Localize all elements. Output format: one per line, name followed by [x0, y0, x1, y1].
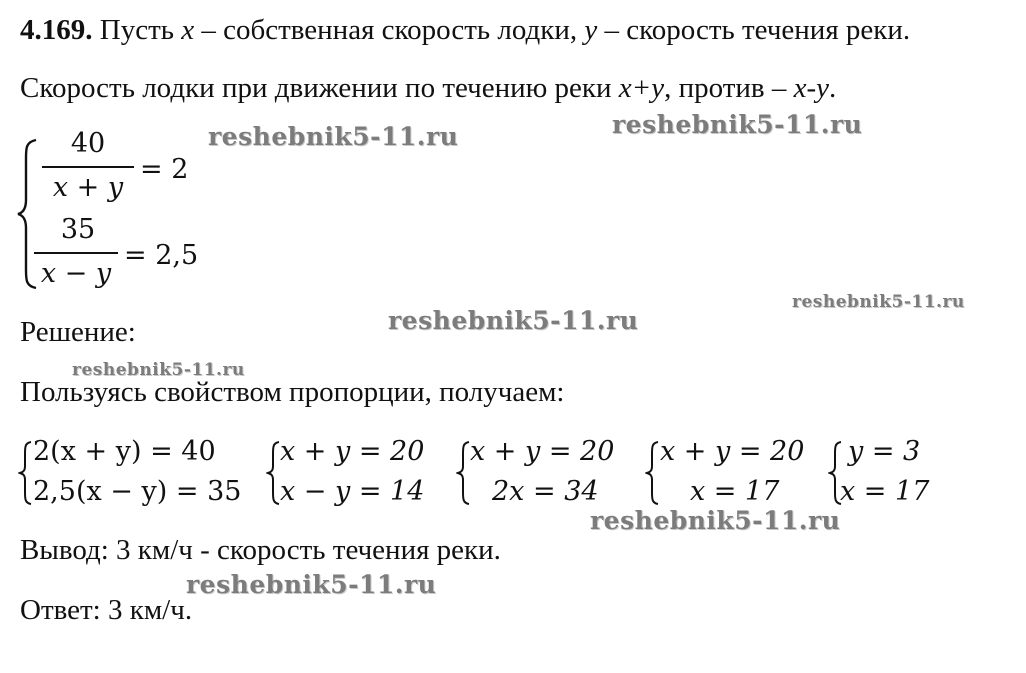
watermark: reshebnik5-11.ru — [208, 122, 459, 151]
conclusion: Вывод: 3 км/ч - скорость течения реки. — [20, 534, 501, 566]
intro-start: Пусть — [99, 14, 182, 46]
variable-y: y — [584, 14, 598, 46]
system-b-top: x + y = 20 — [280, 436, 425, 467]
problem-number: 4.169. — [20, 14, 93, 46]
proportion-line: Пользуясь свойством пропорции, получаем: — [20, 376, 565, 408]
fraction-2-numerator: 35 — [60, 214, 96, 245]
intro-mid: – собственная скорость лодки, — [194, 14, 585, 46]
fraction-1-bar — [42, 166, 134, 168]
watermark: reshebnik5-11.ru — [590, 506, 841, 535]
speed-text-mid: , против – — [664, 72, 794, 104]
system-e-top: y = 3 — [848, 436, 921, 467]
upstream-speed: x-y — [793, 72, 830, 104]
fraction-2-bar — [34, 252, 118, 254]
speed-text-start: Скорость лодки при движении по течению реки — [20, 72, 619, 104]
downstream-speed: x+y — [618, 72, 665, 104]
system-d-top: x + y = 20 — [660, 436, 805, 467]
fraction-2-denominator: x − y — [40, 258, 112, 289]
watermark: reshebnik5-11.ru — [612, 110, 863, 139]
system-d-brace — [645, 440, 661, 506]
system-e-bottom: x = 17 — [840, 476, 930, 507]
system-d-bottom: x = 17 — [690, 476, 780, 507]
fraction-1-denominator: x + y — [52, 172, 124, 203]
speed-text-end: . — [829, 72, 837, 104]
system-c-top: x + y = 20 — [470, 436, 615, 467]
solution-label: Решение: — [20, 316, 136, 348]
speed-statement — [20, 72, 836, 105]
system-b-bottom: x − y = 14 — [280, 476, 425, 507]
watermark: reshebnik5-11.ru — [186, 570, 437, 599]
fraction-1-numerator: 40 — [70, 128, 106, 159]
watermark: reshebnik5-11.ru — [792, 292, 965, 312]
equation-2-rhs: = 2,5 — [124, 240, 199, 271]
equation-1-rhs: = 2 — [140, 154, 189, 185]
system-a-bottom: 2,5(x − y) = 35 — [33, 476, 242, 507]
system-a-top: 2(x + y) = 40 — [33, 436, 216, 467]
answer: Ответ: 3 км/ч. — [20, 594, 193, 626]
watermark: reshebnik5-11.ru — [388, 306, 639, 335]
system-a-brace — [18, 440, 34, 506]
intro-end: – скорость течения реки. — [597, 14, 911, 46]
variable-x: x — [181, 14, 195, 46]
system-c-bottom: 2x = 34 — [492, 476, 599, 507]
problem-statement — [20, 14, 910, 47]
watermark: reshebnik5-11.ru — [72, 360, 245, 380]
